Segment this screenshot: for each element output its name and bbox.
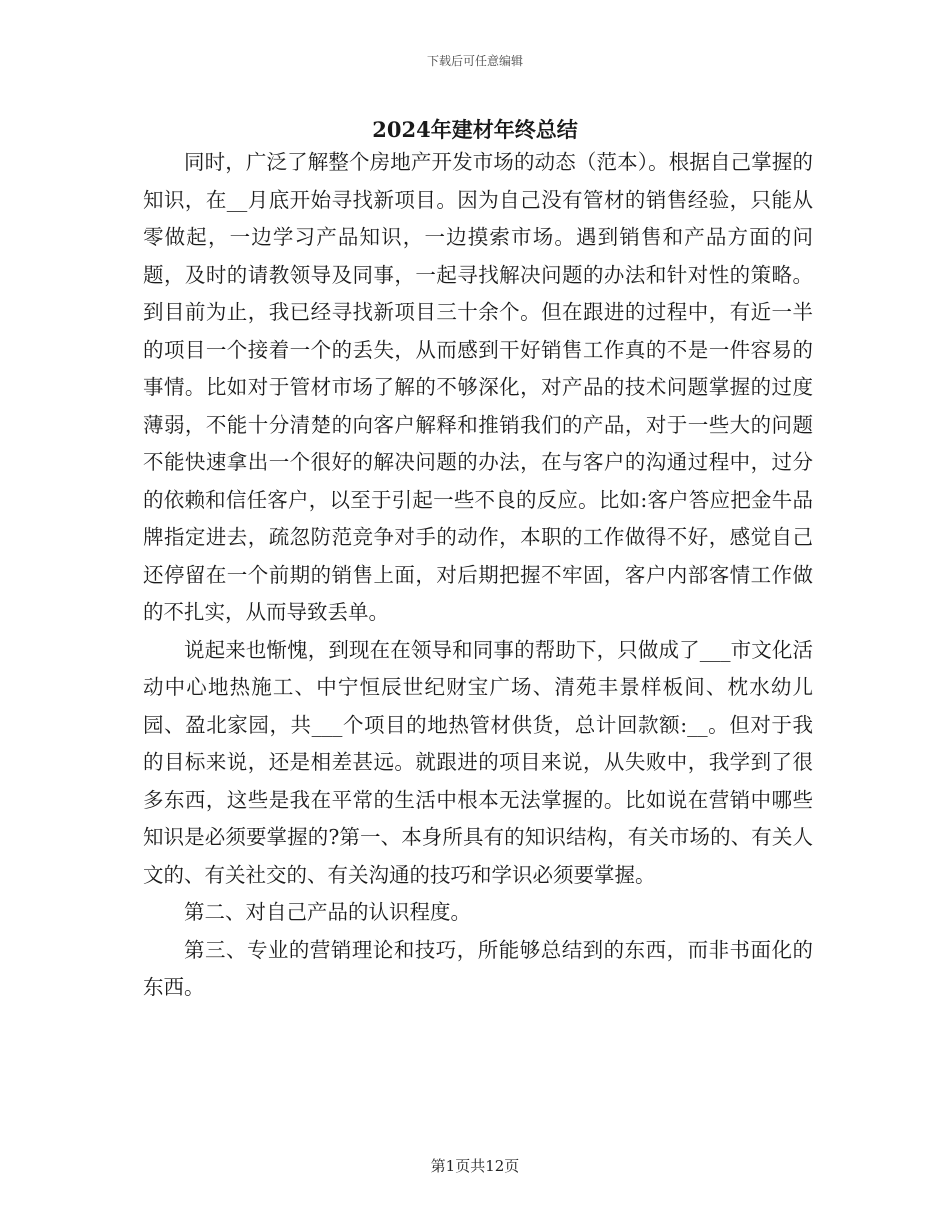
- document-body: [143, 144, 813, 1007]
- document-title: 2024年建材年终总结: [372, 117, 578, 142]
- page-number: 第1页共12页: [430, 1157, 520, 1175]
- paragraph: 第三、专业的营销理论和技巧，所能够总结到的东西，而非书面化的东西。: [143, 937, 813, 999]
- paragraph: 说起来也惭愧，到现在在领导和同事的帮助下，只做成了___市文化活动中心地热施工、中宁恒辰世纪财宝广场、清苑丰景样板间、枕水幼儿园、盈北家园，共___个项目的地热管材供货，总计回款额:__。但对于我的目标来说，还是相差甚远。就跟进的项目来说，从失败中，我学到了很多东西，这些是我在平常的生活中根本无法掌握的。比如说在营销中哪些知识是必须要掌握的?第一、本身所具有的知识结构，有关市场的、有关人文的、有关社交的、有关沟通的技巧和学识必须要掌握。: [143, 637, 813, 887]
- paragraph: 同时，广泛了解整个房地产开发市场的动态（范本）。根据自己掌握的知识，在__月底开始寻找新项目。因为自己没有管材的销售经验，只能从零做起，一边学习产品知识，一边摸索市场。遇到销售和产品方面的问题，及时的请教领导及同事，一起寻找解决问题的办法和针对性的策略。到目前为止，我已经寻找新项目三十余个。但在跟进的过程中，有近一半的项目一个接着一个的丢失，从而感到干好销售工作真的不是一件容易的事情。比如对于管材市场了解的不够深化，对产品的技术问题掌握的过度薄弱，不能十分清楚的向客户解释和推销我们的产品，对于一些大的问题不能快速拿出一个很好的解决问题的办法，在与客户的沟通过程中，过分的依赖和信任客户，以至于引起一些不良的反应。比如:客户答应把金牛品牌指定进去，疏忽防范竞争对手的动作，本职的工作做得不好，感觉自己还停留在一个前期的销售上面，对后期把握不牢固，客户内部客情工作做的不扎实，从而导致丢单。: [143, 150, 813, 624]
- header-note: 下载后可任意编辑: [426, 54, 523, 68]
- paragraph: 第二、对自己产品的认识程度。: [184, 900, 471, 924]
